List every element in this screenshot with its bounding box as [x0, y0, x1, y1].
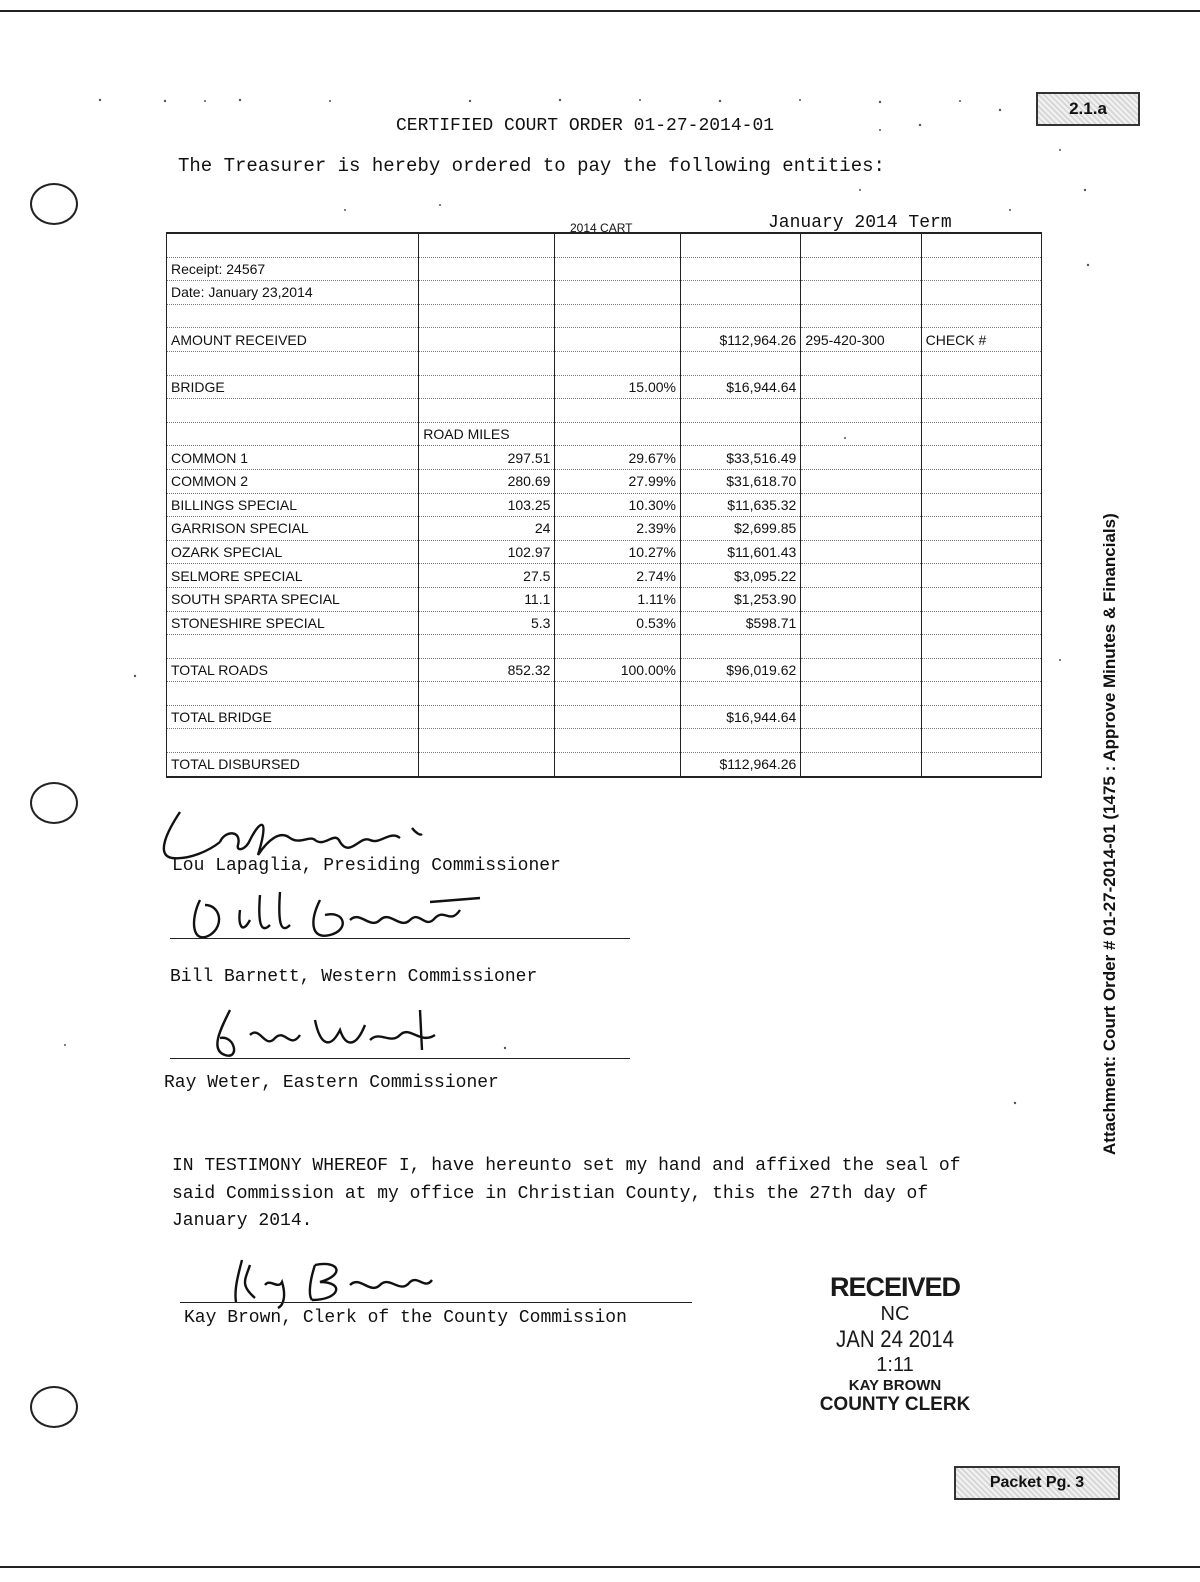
- road-label: OZARK SPECIAL: [167, 540, 419, 564]
- table-row: [167, 351, 1042, 375]
- amount-received-value: $112,964.26: [681, 328, 801, 352]
- road-percent: 2.39%: [555, 517, 681, 541]
- payment-instruction: The Treasurer is hereby ordered to pay the following entities:: [178, 155, 885, 177]
- check-number-label: CHECK #: [921, 328, 1041, 352]
- road-miles: 11.1: [419, 587, 555, 611]
- road-percent: 10.27%: [555, 540, 681, 564]
- road-amount: $3,095.22: [681, 564, 801, 588]
- received-stamp: [800, 1272, 990, 1416]
- road-miles: 102.97: [419, 540, 555, 564]
- road-label: SOUTH SPARTA SPECIAL: [167, 587, 419, 611]
- road-percent: 1.11%: [555, 587, 681, 611]
- road-amount: $2,699.85: [681, 517, 801, 541]
- bridge-percent: 15.00%: [555, 375, 681, 399]
- road-miles: 280.69: [419, 469, 555, 493]
- road-amount: $11,601.43: [681, 540, 801, 564]
- bridge-amount: $16,944.64: [681, 375, 801, 399]
- receipt-number: Receipt: 24567: [167, 257, 419, 281]
- stamp-date: JAN 24 2014: [836, 1326, 954, 1353]
- road-miles: 103.25: [419, 493, 555, 517]
- table-row: [167, 658, 1042, 682]
- road-label: STONESHIRE SPECIAL: [167, 611, 419, 635]
- stamp-initials: NC: [880, 1303, 910, 1325]
- road-miles-header: ROAD MILES: [419, 422, 555, 446]
- table-row: [167, 729, 1042, 753]
- term-label: January 2014 Term: [768, 213, 952, 233]
- amount-received-label: AMOUNT RECEIVED: [167, 328, 419, 352]
- road-miles: 5.3: [419, 611, 555, 635]
- stamp-received: RECEIVED: [829, 1272, 961, 1302]
- table-row: [167, 233, 1042, 257]
- testimony-line-3: January 2014.: [172, 1211, 313, 1231]
- road-label: COMMON 1: [167, 446, 419, 470]
- table-row: [167, 753, 1042, 777]
- road-percent: 0.53%: [555, 611, 681, 635]
- attachment-side-note: Attachment: Court Order # 01-27-2014-01 (1475 : Approve Minutes & Financials): [1100, 513, 1119, 1155]
- stamp-name: KAY BROWN: [848, 1377, 942, 1394]
- western-signature-line: [170, 938, 630, 939]
- clerk-signature-line: [180, 1302, 692, 1303]
- road-percent: 10.30%: [555, 493, 681, 517]
- table-row: [167, 635, 1042, 659]
- total-disbursed-label: TOTAL DISBURSED: [167, 753, 419, 777]
- binder-hole-bottom: [30, 1386, 78, 1428]
- total-disbursed-amount: $112,964.26: [681, 753, 801, 777]
- road-label: SELMORE SPECIAL: [167, 564, 419, 588]
- account-number: 295-420-300: [801, 328, 921, 352]
- packet-page-tag: Packet Pg. 3: [954, 1466, 1120, 1500]
- road-percent: 29.67%: [555, 446, 681, 470]
- table-row: [167, 493, 1042, 517]
- receipt-date: Date: January 23,2014: [167, 281, 419, 305]
- road-percent: 27.99%: [555, 469, 681, 493]
- table-row: [167, 257, 1042, 281]
- table-row: [167, 469, 1042, 493]
- total-bridge-amount: $16,944.64: [681, 705, 801, 729]
- table-row: [167, 611, 1042, 635]
- binder-hole-middle: [30, 782, 78, 824]
- road-percent: 2.74%: [555, 564, 681, 588]
- eastern-signature-line: [170, 1058, 630, 1059]
- testimony-line-2: said Commission at my office in Christian County, this the 27th day of: [172, 1184, 929, 1204]
- clerk-signature: [220, 1250, 460, 1310]
- testimony-line-1: IN TESTIMONY WHEREOF I, have hereunto set my hand and affixed the seal of: [172, 1156, 961, 1176]
- table-row: [167, 446, 1042, 470]
- cart-label: 2014 CART: [570, 221, 633, 235]
- road-amount: $11,635.32: [681, 493, 801, 517]
- table-row: [167, 281, 1042, 305]
- total-roads-label: TOTAL ROADS: [167, 658, 419, 682]
- table-row: [167, 304, 1042, 328]
- table-row: [167, 422, 1042, 446]
- clerk-name: Kay Brown, Clerk of the County Commission: [184, 1308, 627, 1328]
- road-amount: $33,516.49: [681, 446, 801, 470]
- total-roads-amount: $96,019.62: [681, 658, 801, 682]
- document-title: CERTIFIED COURT ORDER 01-27-2014-01: [396, 116, 775, 136]
- table-row: [167, 328, 1042, 352]
- page-top-edge: [0, 0, 1200, 12]
- road-label: GARRISON SPECIAL: [167, 517, 419, 541]
- road-miles: 27.5: [419, 564, 555, 588]
- road-miles: 24: [419, 517, 555, 541]
- table-row: [167, 517, 1042, 541]
- total-bridge-label: TOTAL BRIDGE: [167, 705, 419, 729]
- road-label: COMMON 2: [167, 469, 419, 493]
- table-row: [167, 540, 1042, 564]
- road-label: BILLINGS SPECIAL: [167, 493, 419, 517]
- total-roads-miles: 852.32: [419, 658, 555, 682]
- table-row: [167, 375, 1042, 399]
- bridge-label: BRIDGE: [167, 375, 419, 399]
- presiding-commissioner-name: Lou Lapaglia, Presiding Commissioner: [172, 856, 561, 876]
- table-row: [167, 587, 1042, 611]
- road-amount: $598.71: [681, 611, 801, 635]
- western-signature: [180, 880, 500, 950]
- table-row: [167, 682, 1042, 706]
- total-roads-percent: 100.00%: [555, 658, 681, 682]
- western-commissioner-name: Bill Barnett, Western Commissioner: [170, 967, 538, 987]
- page-bottom-edge: [0, 1566, 1200, 1568]
- table-row: [167, 399, 1042, 423]
- stamp-office: COUNTY CLERK: [819, 1394, 971, 1415]
- road-amount: $1,253.90: [681, 587, 801, 611]
- road-amount: $31,618.70: [681, 469, 801, 493]
- table-row: [167, 564, 1042, 588]
- table-row: [167, 705, 1042, 729]
- binder-hole-top: [30, 183, 78, 225]
- road-miles: 297.51: [419, 446, 555, 470]
- eastern-commissioner-name: Ray Weter, Eastern Commissioner: [164, 1073, 499, 1093]
- disbursement-table: [166, 232, 1042, 778]
- stamp-time: 1:11: [876, 1354, 914, 1376]
- agenda-tag: 2.1.a: [1036, 92, 1140, 126]
